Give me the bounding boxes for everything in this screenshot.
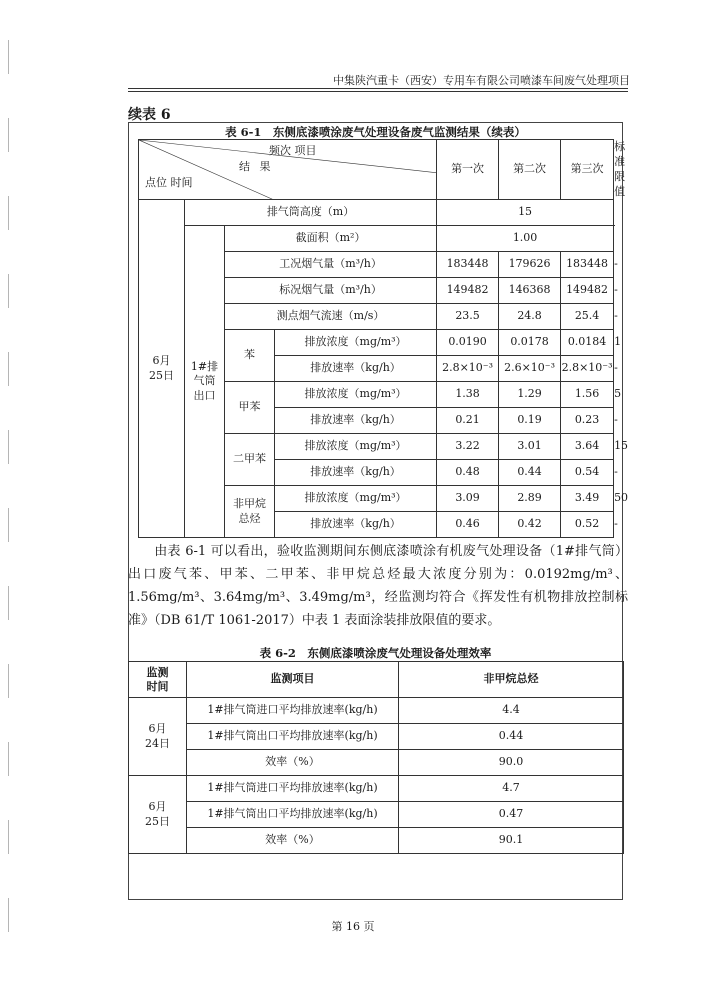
cell: 0.44 — [499, 460, 561, 486]
cell: 183448 — [561, 252, 614, 278]
cell: 146368 — [499, 278, 561, 304]
date-cell: 6月 25日 — [139, 200, 185, 538]
cell: 90.0 — [399, 750, 624, 776]
table-row: 工况烟气量（m³/h） 183448 179626 183448 - — [139, 252, 614, 278]
pollutant-name: 非甲烷 总烃 — [225, 486, 275, 538]
table-row: 非甲烷 总烃 排放浓度（mg/m³） 3.09 2.89 3.49 50 — [139, 486, 614, 512]
cell: 4.4 — [399, 698, 624, 724]
table-row: 排放速率（kg/h） 0.21 0.19 0.23 - — [139, 408, 614, 434]
table-row: 排放速率（kg/h） 0.46 0.42 0.52 - — [139, 512, 614, 538]
row-label: 排放速率（kg/h） — [275, 356, 437, 382]
cell: 0.48 — [437, 460, 499, 486]
cell: 179626 — [499, 252, 561, 278]
row-label: 排放速率（kg/h） — [275, 512, 437, 538]
analysis-text: 由表 6-1 可以看出，验收监测期间东侧底漆喷涂有机废气处理设备（1#排气筒）出口废气苯、甲苯、二甲苯、非甲烷总烃最大浓度分别为：0.0192mg/m³、1.56mg/m³、3.64mg/m³、3.49mg/m³，经监测均符合《挥发性有机物排放控制标准》（DB 61/T 1061-2017）中表 1 表面涂装排放限值的要求。 — [128, 544, 628, 628]
area-label: 截面积（m²） — [225, 226, 437, 252]
pollutant-name: 二甲苯 — [225, 434, 275, 486]
cell: 0.0184 — [561, 330, 614, 356]
cell: 1.56 — [561, 382, 614, 408]
table-row: 二甲苯 排放浓度（mg/m³） 3.22 3.01 3.64 15 — [139, 434, 614, 460]
cell: 3.22 — [437, 434, 499, 460]
header-first: 第一次 — [437, 140, 499, 200]
continued-table-title: 续表 6 — [128, 107, 171, 123]
cell: 0.52 — [561, 512, 614, 538]
cell: 0.0178 — [499, 330, 561, 356]
cell: 24.8 — [499, 304, 561, 330]
cell: 149482 — [437, 278, 499, 304]
header-second: 第二次 — [499, 140, 561, 200]
cell: 2.6×10⁻³ — [499, 356, 561, 382]
cell: 0.46 — [437, 512, 499, 538]
cell: 3.09 — [437, 486, 499, 512]
cell: 3.64 — [561, 434, 614, 460]
header-third: 第三次 — [561, 140, 614, 200]
table-row: 排放速率（kg/h） 2.8×10⁻³ 2.6×10⁻³ 2.8×10⁻³ - — [139, 356, 614, 382]
table2-caption: 表 6-2 东侧底漆喷涂废气处理设备处理效率 — [259, 646, 492, 660]
monitoring-results-table: 频次 项目 结 果 点位 时间 第一次 第二次 第三次 标准 限值 6月 25日 排气筒高度（m） 15 1#排 气筒 出口 截面积（m²） 1.00 工况烟气量（m³/h） 183448 179626 183448 - 标况烟气量（m³/h） 149482 146368 149482 - 测点烟气流速（m/s） 23.5 24.8 25.4 - 苯 排放浓度（mg/m³） 0.0190 0.0178 0.0184 1 排放速率（kg/h） 2.8×10⁻³ 2.6×10⁻³ 2.8×10⁻³ - 甲苯 排放浓度（mg/m³） 1.38 1.29 1.56 5 排放速率（kg/h） 0.21 0.19 0.23 - 二甲苯 排放浓度（mg/m³） 3.22 3.01 3.64 15 排放速率（kg/h） 0.48 0.44 0.54 - 非甲烷 总烃 排放浓度（mg/m³） 3.09 2.89 3.49 50 排放速率（kg/h） 0.46 0.42 0.52 - — [138, 139, 614, 538]
cell: 0.47 — [399, 802, 624, 828]
diagonal-header-cell — [139, 140, 437, 200]
header-result: 结 果 — [239, 160, 274, 173]
table-row — [129, 776, 624, 802]
row-label: 工况烟气量（m³/h） — [225, 252, 437, 278]
table-row: 标况烟气量（m³/h） 149482 146368 149482 - — [139, 278, 614, 304]
table-row — [129, 724, 624, 750]
header-rule — [128, 88, 628, 89]
table-row: 甲苯 排放浓度（mg/m³） 1.38 1.29 1.56 5 — [139, 382, 614, 408]
pollutant-name: 苯 — [225, 330, 275, 382]
row-label: 排放浓度（mg/m³） — [275, 382, 437, 408]
row-label: 1#排气筒出口平均排放速率(kg/h) — [187, 724, 399, 750]
binding-marks — [8, 0, 12, 1000]
cell: 4.7 — [399, 776, 624, 802]
page-header: 中集陕汽重卡（西安）专用车有限公司喷漆车间废气处理项目 — [333, 74, 630, 87]
row-label: 排放浓度（mg/m³） — [275, 330, 437, 356]
page-number: 第 16 页 — [331, 920, 375, 933]
row-label: 1#排气筒出口平均排放速率(kg/h) — [187, 802, 399, 828]
stack-height-label: 排气筒高度（m） — [185, 200, 437, 226]
outlet-cell: 1#排 气筒 出口 — [185, 226, 225, 538]
row-label: 排放浓度（mg/m³） — [275, 434, 437, 460]
date-cell: 6月 25日 — [129, 776, 187, 854]
cell: 3.49 — [561, 486, 614, 512]
row-label: 排放浓度（mg/m³） — [275, 486, 437, 512]
date-cell: 6月 24日 — [129, 698, 187, 776]
cell: 3.01 — [499, 434, 561, 460]
cell: 90.1 — [399, 828, 624, 854]
table-row — [129, 698, 624, 724]
cell: 183448 — [437, 252, 499, 278]
stack-height-value: 15 — [437, 200, 614, 226]
cell: 1.38 — [437, 382, 499, 408]
cell: 23.5 — [437, 304, 499, 330]
table-row — [129, 828, 624, 854]
treatment-efficiency-table — [128, 661, 624, 854]
header-monitor-time: 监测 时间 — [129, 662, 187, 698]
analysis-paragraph — [128, 540, 628, 632]
cell: 0.54 — [561, 460, 614, 486]
table-row: 苯 排放浓度（mg/m³） 0.0190 0.0178 0.0184 1 — [139, 330, 614, 356]
header-monitor-item: 监测项目 — [187, 662, 399, 698]
cell: 149482 — [561, 278, 614, 304]
row-label: 1#排气筒进口平均排放速率(kg/h) — [187, 776, 399, 802]
cell: 0.21 — [437, 408, 499, 434]
table1-caption: 表 6-1 东侧底漆喷涂废气处理设备废气监测结果（续表） — [225, 125, 526, 139]
cell: 0.42 — [499, 512, 561, 538]
row-label: 效率（%） — [187, 750, 399, 776]
cell: 0.0190 — [437, 330, 499, 356]
pollutant-name: 甲苯 — [225, 382, 275, 434]
row-label: 排放速率（kg/h） — [275, 460, 437, 486]
header-freq-item: 频次 项目 — [269, 144, 317, 157]
cell: 2.8×10⁻³ — [437, 356, 499, 382]
row-label: 排放速率（kg/h） — [275, 408, 437, 434]
header-nmhc: 非甲烷总烃 — [399, 662, 624, 698]
cell: 0.19 — [499, 408, 561, 434]
cell: 25.4 — [561, 304, 614, 330]
table-row: 测点烟气流速（m/s） 23.5 24.8 25.4 - — [139, 304, 614, 330]
row-label: 测点烟气流速（m/s） — [225, 304, 437, 330]
cell: 0.44 — [399, 724, 624, 750]
table-row — [129, 750, 624, 776]
table-row — [129, 802, 624, 828]
cell: 2.89 — [499, 486, 561, 512]
row-label: 1#排气筒进口平均排放速率(kg/h) — [187, 698, 399, 724]
row-label: 效率（%） — [187, 828, 399, 854]
cell: 2.8×10⁻³ — [561, 356, 614, 382]
row-label: 标况烟气量（m³/h） — [225, 278, 437, 304]
table-row: 排放速率（kg/h） 0.48 0.44 0.54 - — [139, 460, 614, 486]
header-rule-2 — [128, 91, 628, 92]
area-value: 1.00 — [437, 226, 614, 252]
header-point-time: 点位 时间 — [145, 176, 193, 189]
cell: 0.23 — [561, 408, 614, 434]
cell: 1.29 — [499, 382, 561, 408]
